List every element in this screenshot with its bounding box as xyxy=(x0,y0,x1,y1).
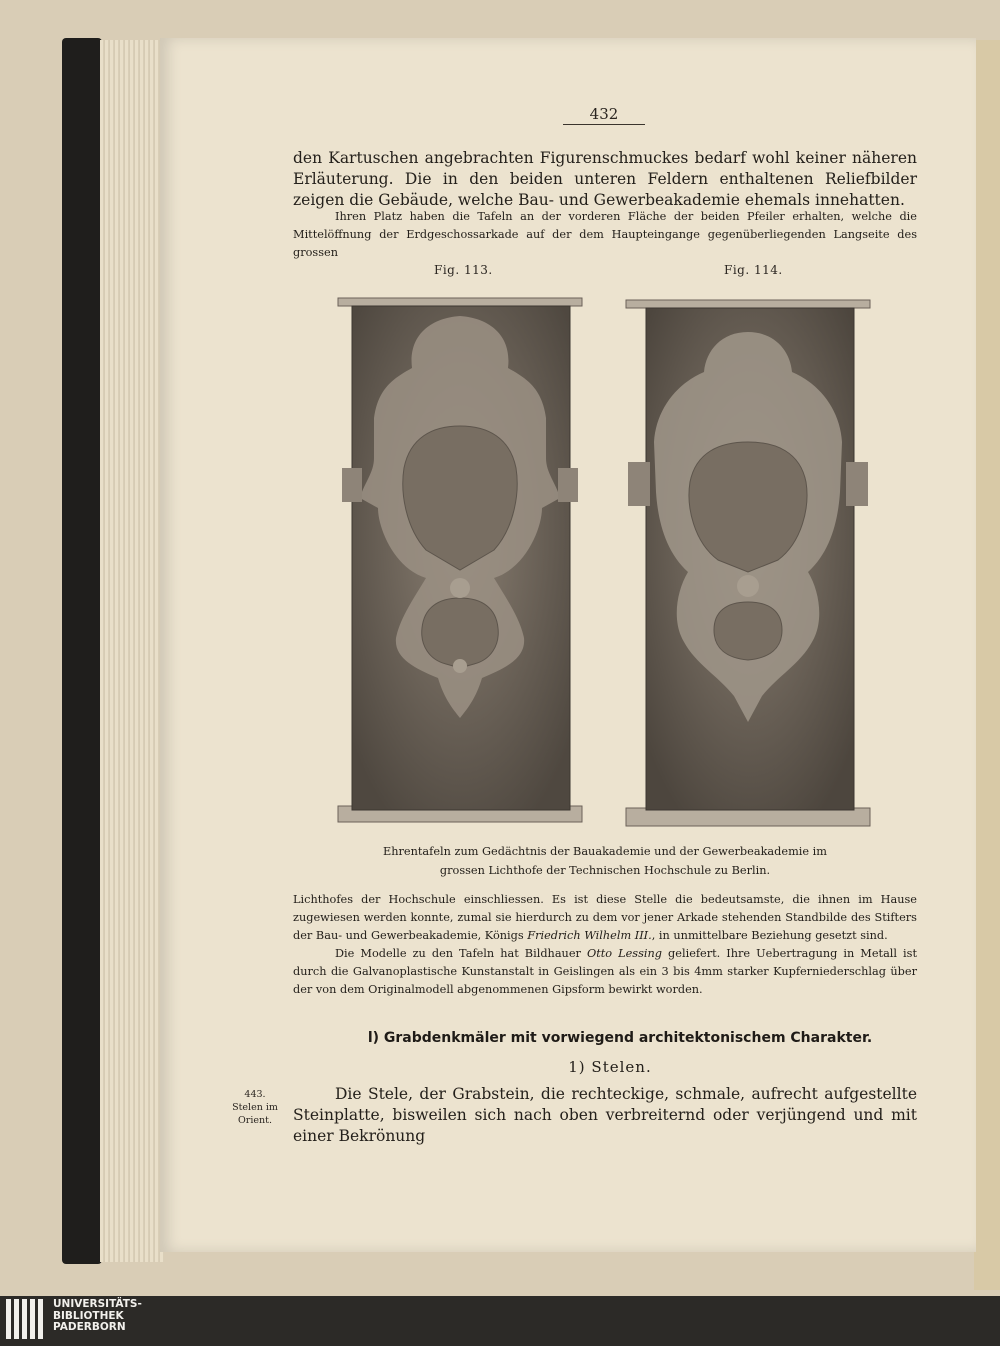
paragraph-4 xyxy=(293,945,917,999)
memorial-tablet-gewerbeakademie-image xyxy=(622,292,874,834)
margin-note-line-2: Orient. xyxy=(238,1115,272,1126)
figure-label-113: Fig. 113. xyxy=(434,263,493,277)
paragraph-3 xyxy=(293,891,917,945)
paragraph-3-name: Friedrich Wilhelm III. xyxy=(527,929,652,942)
figure-caption xyxy=(352,842,858,880)
caption-line-2: grossen Lichthofe der Technischen Hochschule zu Berlin. xyxy=(439,864,771,877)
paragraph-4-text-b: geliefert. Ihre Uebertragung in Metall ist durch die Galvanoplastische Kunstanstalt in Geislingen als ein 3 bis 4mm starker Kupferniederschlag über der von dem Originalmodell abgenommenen Gipsform bewirkt worden. xyxy=(293,947,918,996)
book-cover xyxy=(62,38,102,1264)
margin-note xyxy=(218,1088,292,1127)
paragraph-4-name: Otto Lessing xyxy=(586,947,663,960)
memorial-tablet-bauakademie-image xyxy=(334,288,586,832)
logo-line-3: PADERBORN xyxy=(53,1321,126,1333)
paragraph-4-text-a: Die Modelle zu den Tafeln hat Bildhauer xyxy=(335,947,587,960)
page-number: 432 xyxy=(563,105,645,125)
paragraph-2: Ihren Platz haben die Tafeln an der vorderen Fläche der beiden Pfeiler erhalten, welche die Mittelöffnung der Erdgeschossarkade auf der dem Haupteingange gegenüberliegenden Langseite des grossen xyxy=(293,210,917,259)
caption-line-1: Ehrentafeln zum Gedächtnis der Bauakademie und der Gewerbeakademie im xyxy=(382,845,827,858)
library-logo-text xyxy=(53,1299,142,1334)
paragraph-3-text-b: , in unmittelbare Beziehung gesetzt sind. xyxy=(651,929,888,942)
footer-bar xyxy=(0,1296,1000,1346)
library-logo-icon xyxy=(6,1299,46,1339)
margin-note-number: 443. xyxy=(244,1089,266,1100)
paragraph-5: Die Stele, der Grabstein, die rechteckige, schmale, aufrecht aufgestellte Steinplatte, bisweilen sich nach oben verbreiternd oder verjüngend und mit einer Bekrönung xyxy=(293,1085,917,1145)
right-page-edge xyxy=(974,40,1000,1290)
logo-line-2: BIBLIOTHEK xyxy=(53,1309,124,1322)
left-page-stack xyxy=(100,40,164,1262)
figure-label-114: Fig. 114. xyxy=(724,263,783,277)
logo-line-1: UNIVERSITÄTS- xyxy=(53,1298,142,1310)
paragraph-1: den Kartuschen angebrachten Figurenschmuckes bedarf wohl keiner näheren Erläuterung. Die in den beiden unteren Feldern enthaltenen Reliefbilder zeigen die Gebäude, welche Bau- und Gewerbeakademie ehemals innehatten. xyxy=(293,149,917,209)
section-heading: l) Grabdenkmäler mit vorwiegend architektonischem Charakter. xyxy=(367,1030,873,1046)
margin-note-line-1: Stelen im xyxy=(232,1102,278,1113)
paragraph-3-text-a: Lichthofes der Hochschule einschliessen. Es ist diese Stelle die bedeutsamste, die ihnen im Hause zugewiesen werden konnte, zumal sie hierdurch zu dem vor jener Arkade stehenden Standbilde des Stifters der Bau- und Gewerbeakademie, Königs xyxy=(293,893,917,942)
subsection-heading: 1) Stelen. xyxy=(568,1058,652,1076)
